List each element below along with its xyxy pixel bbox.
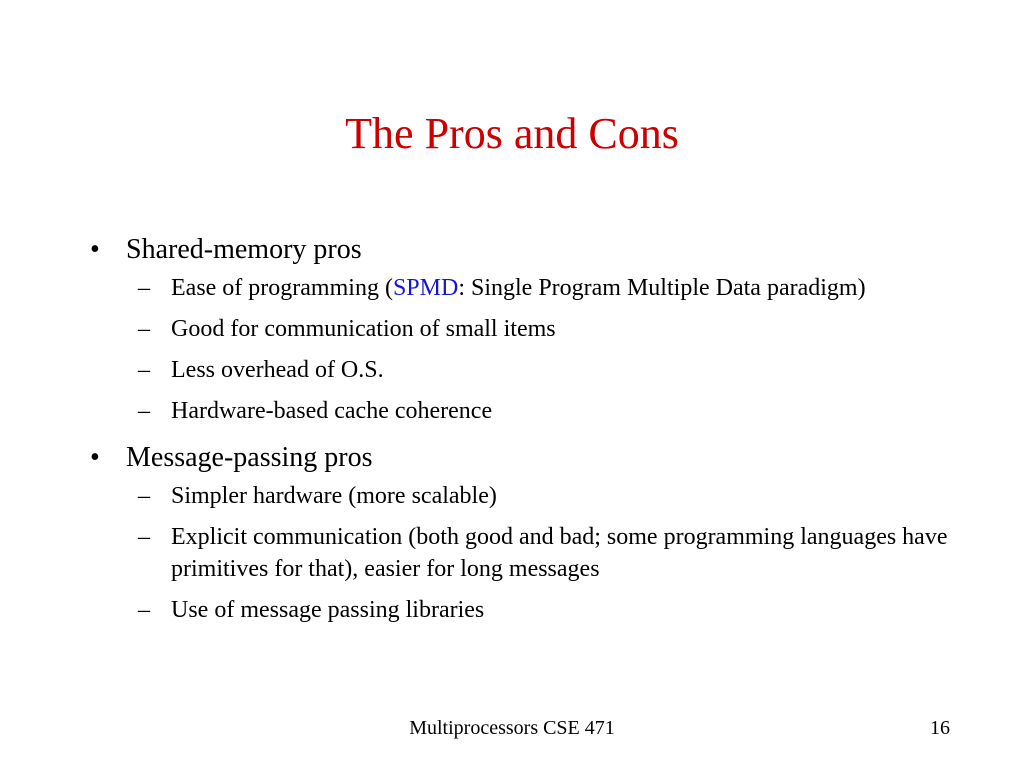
sub-text: Simpler hardware (more scalable) <box>171 483 497 509</box>
sub-item-small-items <box>90 313 950 345</box>
bullet-label: Message-passing pros <box>126 442 373 473</box>
sub-dash: – <box>138 483 150 509</box>
bullet-message-passing-pros <box>90 436 950 480</box>
sub-list-message-passing <box>90 480 950 626</box>
sub-item-less-overhead <box>90 354 950 386</box>
sub-list-shared-memory <box>90 272 950 427</box>
page-number: 16 <box>930 717 950 739</box>
sub-text: Hardware-based cache coherence <box>171 398 493 424</box>
sub-dash: – <box>138 357 150 383</box>
slide-content <box>90 228 950 635</box>
sub-dash: – <box>138 524 150 550</box>
bullet-label: Shared-memory pros <box>126 234 362 265</box>
sub-item-message-passing-libraries <box>90 594 950 626</box>
sub-text: Explicit communication (both good and bad; some programming languages have primitives for that), easier for long messages <box>171 524 948 582</box>
bullet-shared-memory-pros <box>90 228 950 272</box>
slide-footer: Multiprocessors CSE 471 <box>409 717 615 739</box>
sub-dash: – <box>138 398 150 424</box>
sub-text-after: : Single Program Multiple Data paradigm) <box>458 275 866 301</box>
sub-item-cache-coherence <box>90 395 950 427</box>
sub-text: Use of message passing libraries <box>171 597 485 623</box>
sub-dash: – <box>138 275 150 301</box>
sub-item-explicit-communication <box>90 521 950 585</box>
sub-text: Good for communication of small items <box>171 316 556 342</box>
bullet-dot: • <box>90 234 100 265</box>
bullet-dot: • <box>90 442 100 473</box>
sub-text: Less overhead of O.S. <box>171 357 384 383</box>
sub-item-ease-of-programming <box>90 272 950 304</box>
slide-title: The Pros and Cons <box>345 109 679 158</box>
spmd-highlight: SPMD <box>392 275 459 301</box>
sub-text-before: Ease of programming ( <box>171 275 393 301</box>
sub-dash: – <box>138 597 150 623</box>
sub-dash: – <box>138 316 150 342</box>
sub-item-simpler-hardware <box>90 480 950 512</box>
